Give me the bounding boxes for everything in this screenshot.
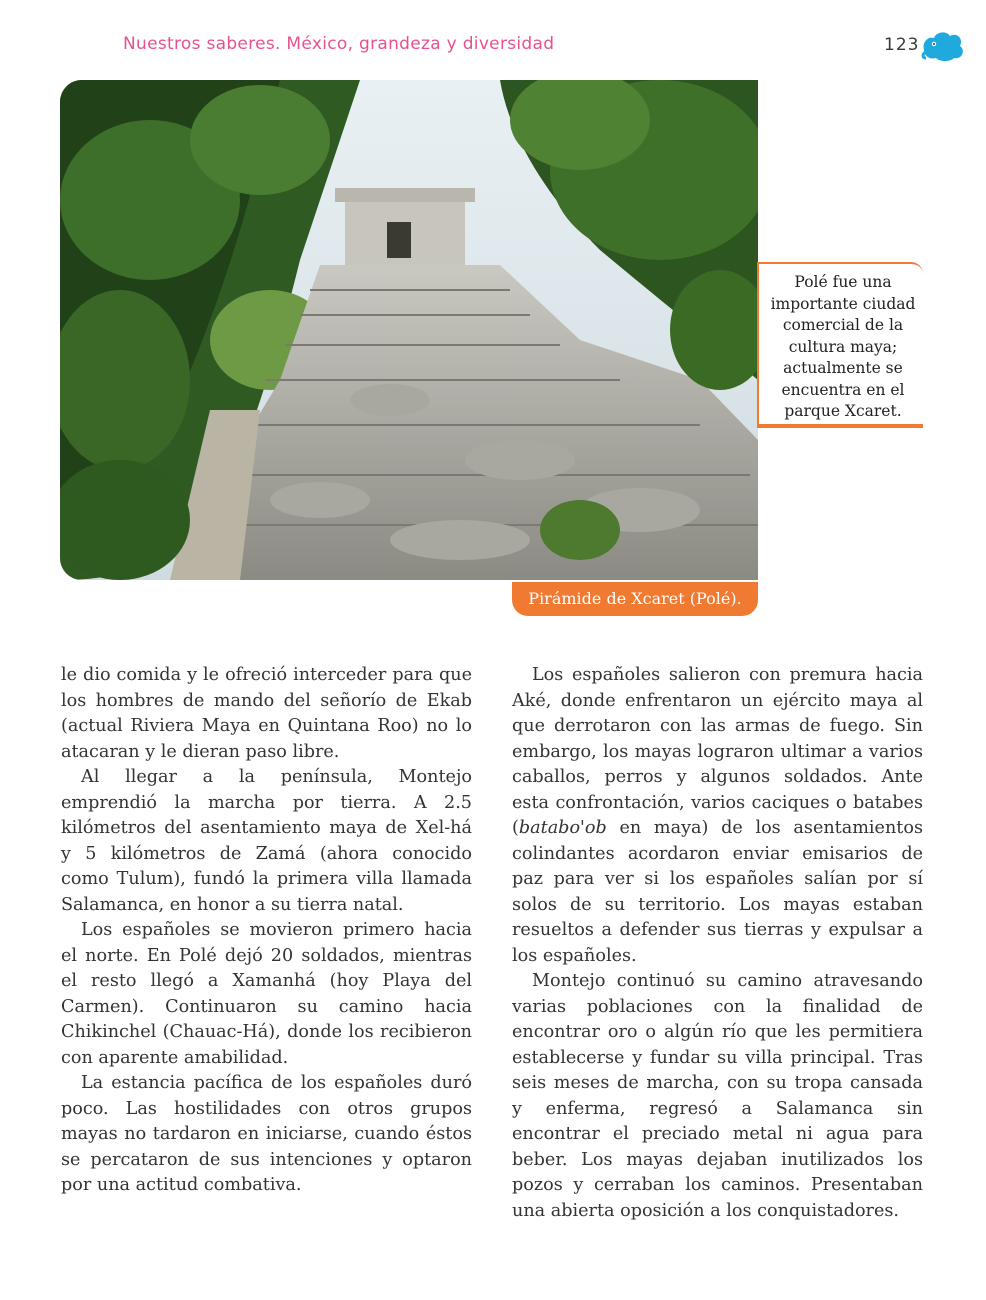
blue-creature-icon	[920, 28, 966, 64]
paragraph: La estancia pacífica de los españoles duró poco. Las hostilidades con otros grupos mayas no tardaron en iniciarse, cuando éstos se percataron de sus intenciones y optaron por una actitud combativa.	[61, 1073, 472, 1195]
italic-term: batabo'ob	[518, 818, 607, 838]
side-caption-text: Polé fue una importante ciudad comercial de la cultura maya; actualmente se encuentra en el parque Xcaret.	[770, 273, 916, 420]
page-number: 123	[884, 35, 920, 55]
paragraph: le dio comida y le ofreció interceder para que los hombres de mando del señorío de Ekab (actual Riviera Maya en Quintana Roo) no lo atacaran y le dieran paso libre.	[61, 665, 472, 762]
text-run: en maya) de los asentamientos colindantes acordaron enviar emisarios de paz para ver si los españoles salían por sí solos de su territorio. Los mayas estaban resueltos a defender sus tierras y expulsar a los españoles.	[512, 818, 923, 966]
photo-caption: Pirámide de Xcaret (Polé).	[512, 582, 758, 616]
paragraph: Los españoles se movieron primero hacia el norte. En Polé dejó 20 soldados, mientras el resto llegó a Xamanhá (hoy Playa del Carmen). Continuaron su camino hacia Chikinchel (Chauac-Há), donde los recibieron con aparente amabilidad.	[61, 920, 472, 1068]
left-column	[61, 663, 472, 1199]
side-caption-box	[757, 262, 923, 428]
right-column	[512, 663, 923, 1224]
paragraph: Montejo continuó su camino atravesando varias poblaciones con la finalidad de encontrar oro o algún río que les permitiera establecerse y fundar su villa principal. Tras seis meses de marcha, con su tropa cansada y enferma, regresó a Salamanca sin encontrar el preciado metal ni agua para beber. Los mayas dejaban inutilizados los pozos y cerraban los caminos. Presentaban una abierta oposición a los conquistadores.	[512, 971, 923, 1221]
text-run: Los españoles salieron con premura hacia Aké, donde enfrentaron un ejército maya al que derrotaron con las armas de fuego. Sin embargo, los mayas lograron ultimar a varios caballos, perros y algunos soldados. Ante esta confrontación, varios caciques o batabes (	[512, 665, 923, 838]
paragraph: Al llegar a la península, Montejo emprendió la marcha por tierra. A 2.5 kilómetros del asentamiento maya de Xel-há y 5 kilómetros de Zamá (ahora conocido como Tulum), fundó la primera villa llamada Salamanca, en honor a su tierra natal.	[61, 767, 472, 915]
running-header: Nuestros saberes. México, grandeza y diversidad	[123, 34, 555, 54]
mayan-pyramid-photo	[60, 80, 758, 580]
paragraph	[512, 663, 923, 969]
